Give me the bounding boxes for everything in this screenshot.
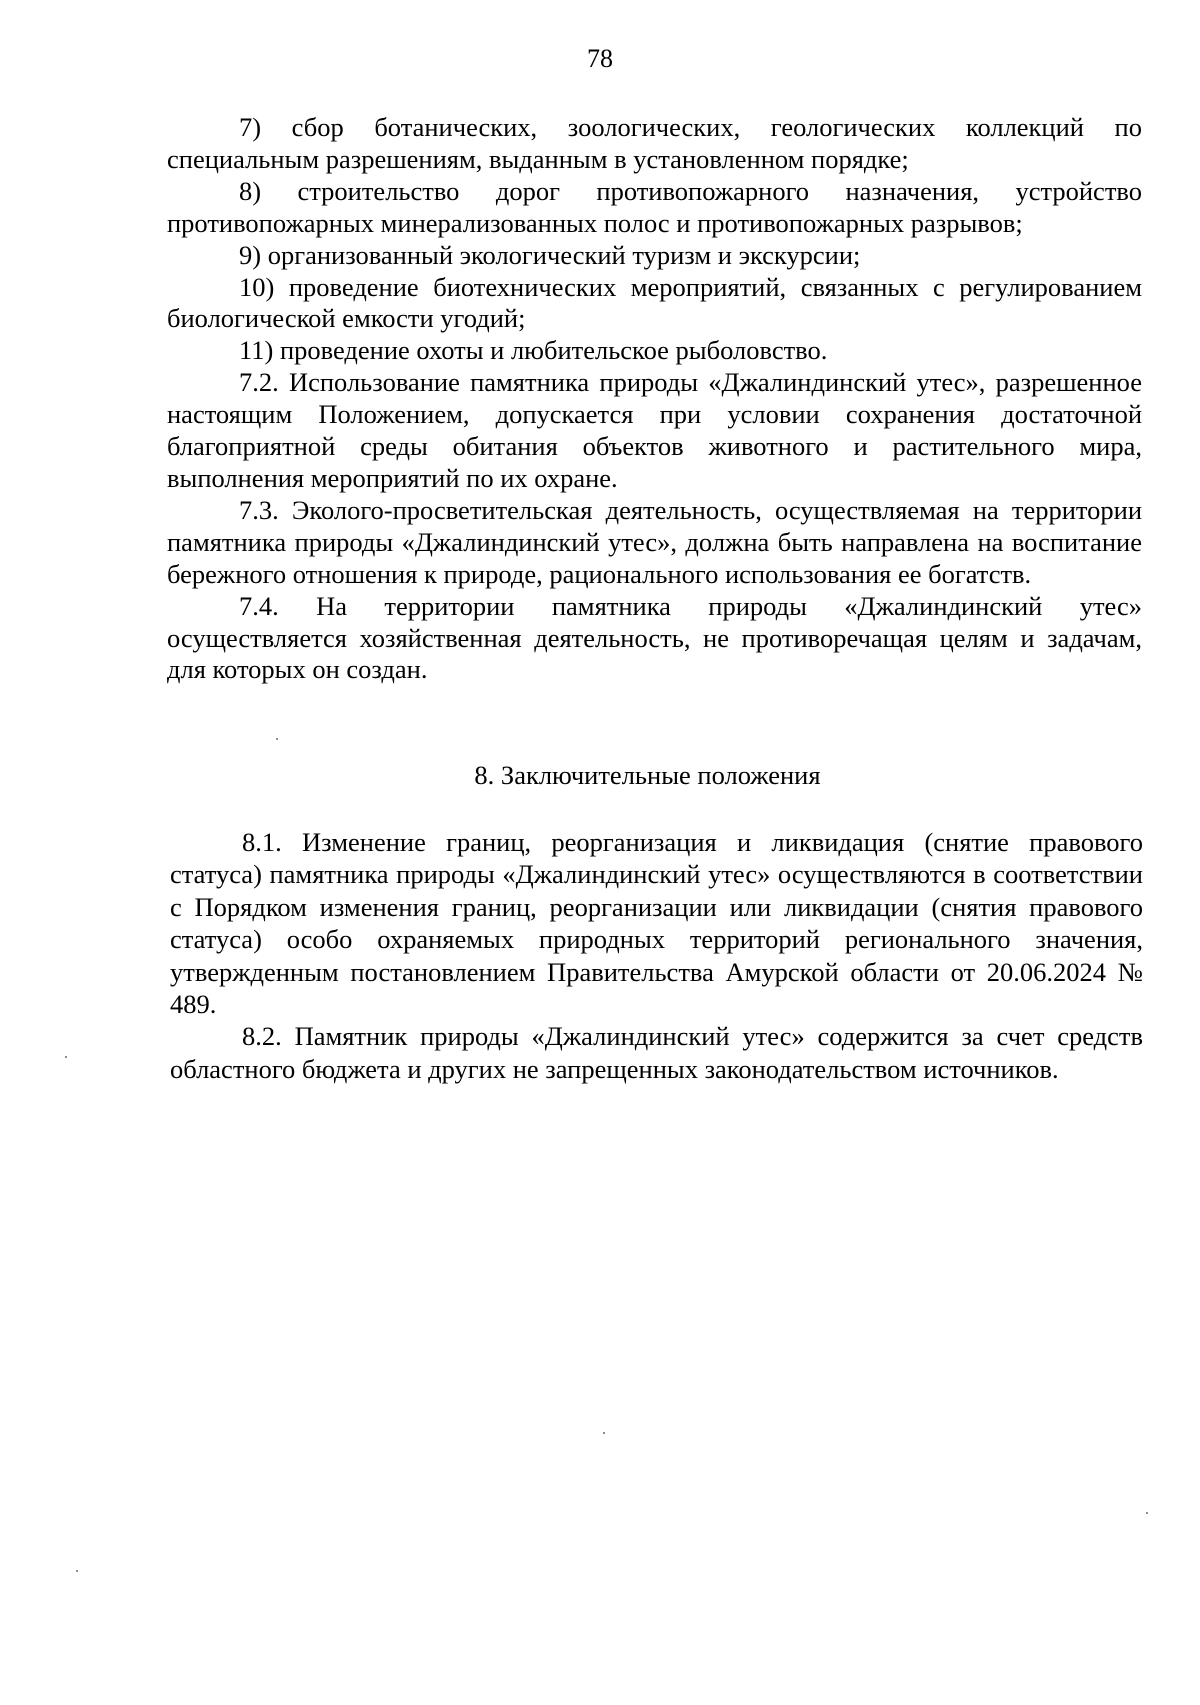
list-item-7: 7) сбор ботанических, зоологических, геологических коллекций по специальным разрешениям, выданным в установленном порядке; <box>167 112 1142 174</box>
scan-speck <box>76 1570 78 1572</box>
clause-7-2: 7.2. Использование памятника природы «Джалиндинский утес», разрешенное настоящим Положением, допускается при условии сохранения достаточной благоприятной среды обитания объектов животного и растительного мира, выполнения мероприятий по их охране. <box>167 367 1142 493</box>
list-item-9: 9) организованный экологический туризм и экскурсии; <box>239 239 861 270</box>
page-number: 78 <box>587 44 613 73</box>
scan-speck <box>603 1432 605 1434</box>
body-text-upper <box>167 112 1142 686</box>
clause-8-1: 8.1. Изменение границ, реорганизация и ликвидация (снятие правового статуса) памятника природы «Джалиндинский утес» осуществляются в соответствии с Порядком изменения границ, реорганизации или ликвидации (снятия правового статуса) особо охраняемых природных территорий регионального значения, утвержденным постановлением Правительства Амурской области от 20.06.2024 № 489. <box>170 827 1143 1020</box>
list-item-10: 10) проведение биотехнических мероприятий, связанных с регулированием биологической емкости угодий; <box>167 271 1142 334</box>
clause-8-2: 8.2. Памятник природы «Джалиндинский утес» содержится за счет средств областного бюджета и других не запрещенных законодательством источников. <box>170 1021 1143 1084</box>
scan-speck <box>65 1056 67 1058</box>
section-heading: 8. Заключительные положения <box>474 760 821 790</box>
clause-7-4: 7.4. На территории памятника природы «Джалиндинский утес» осуществляется хозяйственная деятельность, не противоречащая целям и задачам, для которых он создан. <box>167 590 1142 685</box>
clause-7-3: 7.3. Эколого-просветительская деятельность, осуществляемая на территории памятника природы «Джалиндинский утес», должна быть направлена на воспитание бережного отношения к природе, рационального использования ее богатств. <box>167 494 1142 589</box>
list-item-8: 8) строительство дорог противопожарного назначения, устройство противопожарных минерализованных полос и противопожарных разрывов; <box>167 175 1142 238</box>
body-text-lower <box>170 826 1143 1085</box>
scan-speck <box>1146 1512 1148 1514</box>
list-item-11: 11) проведение охоты и любительское рыболовство. <box>239 335 828 366</box>
scan-speck <box>276 738 278 740</box>
